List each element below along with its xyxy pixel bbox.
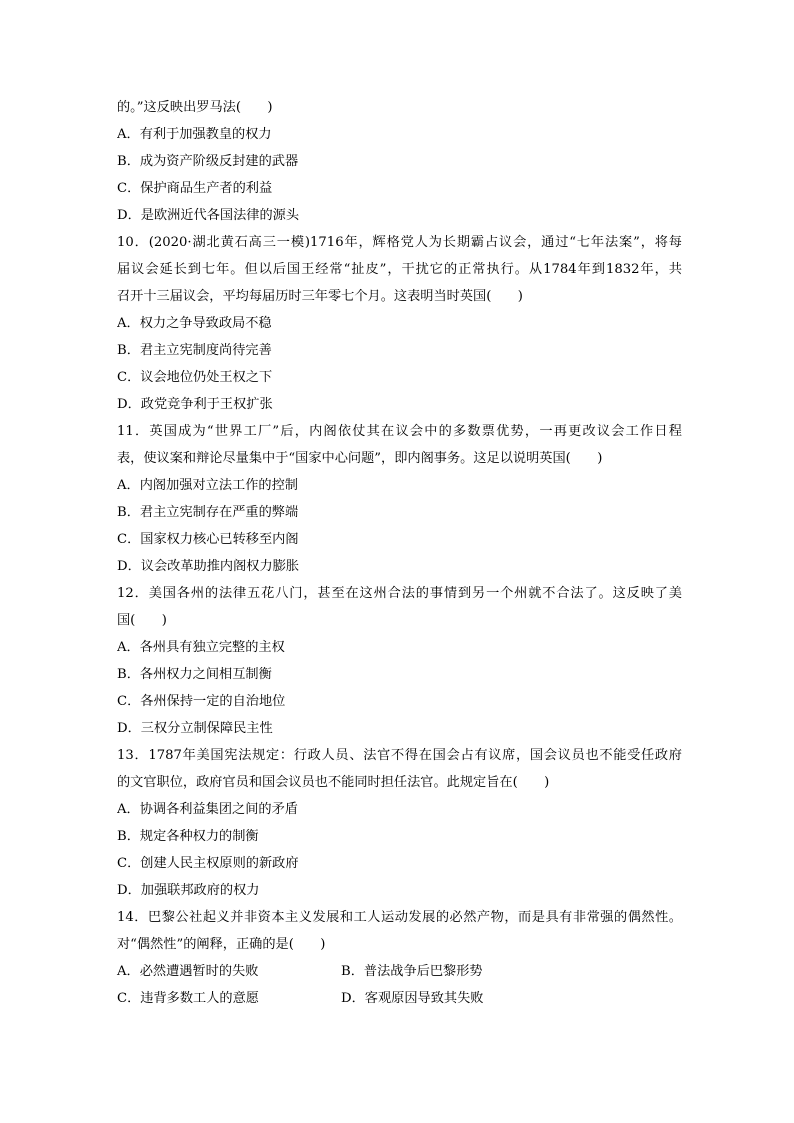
q12-stem-line2: 国( ) — [117, 613, 167, 628]
q13-stem-line1: 13．1787年美国宪法规定：行政人员、法官不得在国会占有议席，国会议员也不能受任政府 — [117, 748, 682, 763]
q12-option-c: C．各州保持一定的自治地位 — [117, 694, 286, 709]
q9-option-c: C．保护商品生产者的利益 — [117, 181, 273, 196]
q10-stem-line3: 召开十三届议会，平均每届历时三年零七个月。这表明当时英国( ) — [117, 289, 523, 304]
q13-stem-line2: 的文官职位，政府官员和国会议员也不能同时担任法官。此规定旨在( ) — [117, 775, 550, 790]
q10-option-b: B．君主立宪制度尚待完善 — [117, 343, 272, 358]
q11-option-a: A．内阁加强对立法工作的控制 — [117, 478, 298, 493]
q11-option-c: C．国家权力核心已转移至内阁 — [117, 532, 299, 547]
q13-option-d: D．加强联邦政府的权力 — [117, 883, 260, 898]
q9-option-d: D．是欧洲近代各国法律的源头 — [117, 208, 300, 223]
q14-stem-line2: 对“偶然性”的阐释，正确的是( ) — [117, 937, 326, 952]
q11-option-b: B．君主立宪制存在严重的弊端 — [117, 505, 299, 520]
q9-stem-end: 的。”这反映出罗马法( ) — [117, 100, 273, 115]
q9-option-b: B．成为资产阶级反封建的武器 — [117, 154, 299, 169]
q14-options-row2 — [117, 985, 682, 1012]
q10-option-d: D．政党竞争利于王权扩张 — [117, 397, 273, 412]
q14-option-b: B．普法战争后巴黎形势 — [341, 964, 483, 979]
q12-option-d: D．三权分立制保障民主性 — [117, 721, 273, 736]
q14-option-c: C．违背多数工人的意愿 — [117, 991, 259, 1006]
q11-stem-line1: 11．英国成为“世界工厂”后，内阁依仗其在议会中的多数票优势，一再更改议会工作日程 — [117, 424, 682, 439]
q14-option-a: A．必然遭遇暂时的失败 — [117, 964, 259, 979]
q10-stem-line1: 10．(2020·湖北黄石高三一模)1716年，辉格党人为长期霸占议会，通过“七年法案”，将每 — [117, 235, 682, 250]
q11-option-d: D．议会改革助推内阁权力膨胀 — [117, 559, 300, 574]
q14-stem-line1: 14．巴黎公社起义并非资本主义发展和工人运动发展的必然产物，而是具有非常强的偶然性。 — [117, 910, 682, 925]
q9-option-a: A．有利于加强教皇的权力 — [117, 127, 272, 142]
q12-option-b: B．各州权力之间相互制衡 — [117, 667, 272, 682]
q13-option-b: B．规定各种权力的制衡 — [117, 829, 259, 844]
q10-option-a: A．权力之争导致政局不稳 — [117, 316, 272, 331]
q11-stem-line2: 表，使议案和辩论尽量集中于“国家中心问题”，即内阁事务。这足以说明英国( ) — [117, 451, 603, 466]
question-text — [117, 94, 682, 1012]
q13-option-a: A．协调各利益集团之间的矛盾 — [117, 802, 298, 817]
q14-option-d: D．客观原因导致其失败 — [341, 991, 484, 1006]
q10-stem-line2: 届议会延长到七年。但以后国王经常“扯皮”，干扰它的正常执行。从1784年到1832年，共 — [117, 262, 682, 277]
q13-option-c: C．创建人民主权原则的新政府 — [117, 856, 299, 871]
q12-option-a: A．各州具有独立完整的主权 — [117, 640, 285, 655]
q12-stem-line1: 12．美国各州的法律五花八门，甚至在这州合法的事情到另一个州就不合法了。这反映了美 — [117, 586, 682, 601]
q10-option-c: C．议会地位仍处王权之下 — [117, 370, 273, 385]
q14-options-row1 — [117, 958, 682, 985]
